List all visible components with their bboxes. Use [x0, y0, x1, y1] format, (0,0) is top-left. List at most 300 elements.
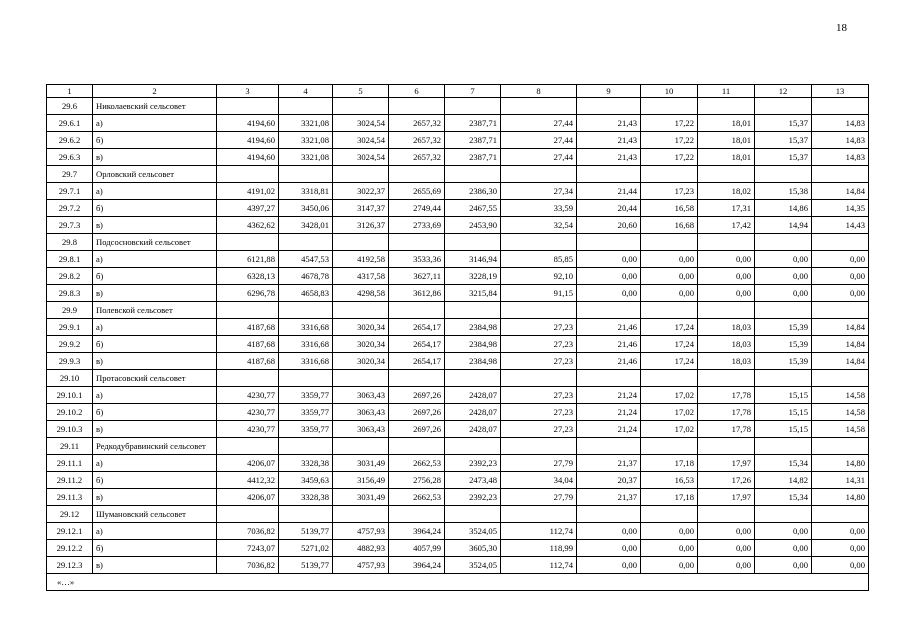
- value-cell: 18,02: [698, 183, 755, 200]
- value-cell: 4187,68: [217, 319, 279, 336]
- value-cell: 3020,34: [333, 319, 389, 336]
- value-cell: 18,03: [698, 353, 755, 370]
- row-id: 29.8.2: [47, 268, 93, 285]
- value-cell: 2733,69: [389, 217, 445, 234]
- value-cell: 2384,98: [445, 353, 501, 370]
- table-row: [47, 523, 869, 540]
- empty-cell: [641, 438, 698, 455]
- empty-cell: [698, 166, 755, 183]
- row-label: а): [93, 251, 217, 268]
- value-cell: 15,37: [755, 132, 812, 149]
- value-cell: 3328,38: [279, 455, 333, 472]
- value-cell: 27,34: [501, 183, 577, 200]
- header-cell: 9: [577, 85, 641, 98]
- row-label: а): [93, 387, 217, 404]
- value-cell: 0,00: [641, 540, 698, 557]
- row-id: 29.9.1: [47, 319, 93, 336]
- row-label: б): [93, 268, 217, 285]
- empty-cell: [217, 506, 279, 523]
- table-row: [47, 183, 869, 200]
- empty-cell: [279, 302, 333, 319]
- value-cell: 16,53: [641, 472, 698, 489]
- value-cell: 14,84: [812, 183, 869, 200]
- empty-cell: [279, 370, 333, 387]
- value-cell: 27,79: [501, 455, 577, 472]
- value-cell: 91,15: [501, 285, 577, 302]
- value-cell: 2657,32: [389, 132, 445, 149]
- table-row: [47, 217, 869, 234]
- value-cell: 4057,99: [389, 540, 445, 557]
- value-cell: 0,00: [577, 285, 641, 302]
- empty-cell: [501, 506, 577, 523]
- empty-cell: [445, 302, 501, 319]
- value-cell: 2384,98: [445, 319, 501, 336]
- value-cell: 3627,11: [389, 268, 445, 285]
- value-cell: 2387,71: [445, 132, 501, 149]
- value-cell: 15,34: [755, 455, 812, 472]
- value-cell: 3147,37: [333, 200, 389, 217]
- empty-cell: [501, 438, 577, 455]
- value-cell: 27,23: [501, 319, 577, 336]
- value-cell: 17,24: [641, 353, 698, 370]
- row-id: 29.12.2: [47, 540, 93, 557]
- empty-cell: [445, 98, 501, 115]
- value-cell: 2756,28: [389, 472, 445, 489]
- value-cell: 0,00: [641, 557, 698, 574]
- empty-cell: [217, 370, 279, 387]
- table-row: [47, 200, 869, 217]
- value-cell: 7036,82: [217, 557, 279, 574]
- value-cell: 17,42: [698, 217, 755, 234]
- value-cell: 21,46: [577, 353, 641, 370]
- section-id: 29.6: [47, 98, 93, 115]
- value-cell: 21,43: [577, 149, 641, 166]
- empty-cell: [755, 166, 812, 183]
- value-cell: 3450,06: [279, 200, 333, 217]
- row-id: 29.6.2: [47, 132, 93, 149]
- value-cell: 5139,77: [279, 557, 333, 574]
- value-cell: 3316,68: [279, 353, 333, 370]
- empty-cell: [217, 302, 279, 319]
- value-cell: 0,00: [577, 268, 641, 285]
- section-id: 29.12: [47, 506, 93, 523]
- value-cell: 27,23: [501, 336, 577, 353]
- value-cell: 3605,30: [445, 540, 501, 557]
- row-id: 29.11.2: [47, 472, 93, 489]
- empty-cell: [812, 438, 869, 455]
- value-cell: 0,00: [755, 251, 812, 268]
- value-cell: 3146,94: [445, 251, 501, 268]
- value-cell: 3533,36: [389, 251, 445, 268]
- section-id: 29.7: [47, 166, 93, 183]
- section-name: Орловский сельсовет: [93, 166, 217, 183]
- value-cell: 0,00: [641, 268, 698, 285]
- value-cell: 17,78: [698, 421, 755, 438]
- value-cell: 3031,49: [333, 455, 389, 472]
- empty-cell: [501, 302, 577, 319]
- section-name: Николаевский сельсовет: [93, 98, 217, 115]
- value-cell: 2654,17: [389, 336, 445, 353]
- empty-cell: [698, 234, 755, 251]
- empty-cell: [698, 98, 755, 115]
- empty-cell: [279, 166, 333, 183]
- table-row: [47, 132, 869, 149]
- value-cell: 15,15: [755, 421, 812, 438]
- value-cell: 6121,88: [217, 251, 279, 268]
- section-row: [47, 302, 869, 319]
- value-cell: 4230,77: [217, 404, 279, 421]
- value-cell: 2428,07: [445, 421, 501, 438]
- value-cell: 0,00: [641, 251, 698, 268]
- section-name: Подсосновский сельсовет: [93, 234, 217, 251]
- value-cell: 4206,07: [217, 489, 279, 506]
- value-cell: 3359,77: [279, 404, 333, 421]
- row-label: в): [93, 149, 217, 166]
- table-row: [47, 540, 869, 557]
- value-cell: 2657,32: [389, 149, 445, 166]
- value-cell: 14,84: [812, 336, 869, 353]
- empty-cell: [445, 438, 501, 455]
- value-cell: 2697,26: [389, 404, 445, 421]
- value-cell: 14,80: [812, 489, 869, 506]
- value-cell: 15,39: [755, 353, 812, 370]
- section-row: [47, 370, 869, 387]
- value-cell: 4362,62: [217, 217, 279, 234]
- empty-cell: [755, 98, 812, 115]
- value-cell: 0,00: [577, 557, 641, 574]
- empty-cell: [641, 98, 698, 115]
- value-cell: 0,00: [577, 523, 641, 540]
- value-cell: 27,23: [501, 353, 577, 370]
- table-row: [47, 336, 869, 353]
- value-cell: 17,02: [641, 404, 698, 421]
- value-cell: 3020,34: [333, 336, 389, 353]
- empty-cell: [445, 370, 501, 387]
- value-cell: 2749,44: [389, 200, 445, 217]
- value-cell: 3321,08: [279, 115, 333, 132]
- value-cell: 3156,49: [333, 472, 389, 489]
- value-cell: 14,83: [812, 115, 869, 132]
- value-cell: 4194,60: [217, 132, 279, 149]
- empty-cell: [279, 234, 333, 251]
- table-row: [47, 268, 869, 285]
- table-row: [47, 557, 869, 574]
- value-cell: 3318,81: [279, 183, 333, 200]
- value-cell: 0,00: [755, 523, 812, 540]
- value-cell: 0,00: [812, 251, 869, 268]
- value-cell: 21,37: [577, 455, 641, 472]
- value-cell: 15,15: [755, 387, 812, 404]
- row-id: 29.9.3: [47, 353, 93, 370]
- row-id: 29.7.2: [47, 200, 93, 217]
- value-cell: 0,00: [812, 523, 869, 540]
- row-label: б): [93, 404, 217, 421]
- value-cell: 0,00: [812, 557, 869, 574]
- value-cell: 27,44: [501, 132, 577, 149]
- value-cell: 4206,07: [217, 455, 279, 472]
- empty-cell: [333, 234, 389, 251]
- value-cell: 27,44: [501, 149, 577, 166]
- empty-cell: [389, 438, 445, 455]
- row-label: а): [93, 319, 217, 336]
- value-cell: 14,84: [812, 353, 869, 370]
- empty-cell: [445, 234, 501, 251]
- value-cell: 17,97: [698, 455, 755, 472]
- row-label: б): [93, 540, 217, 557]
- empty-cell: [217, 234, 279, 251]
- value-cell: 4187,68: [217, 353, 279, 370]
- empty-cell: [698, 506, 755, 523]
- value-cell: 3063,43: [333, 421, 389, 438]
- value-cell: 0,00: [812, 540, 869, 557]
- header-cell: 8: [501, 85, 577, 98]
- empty-cell: [445, 166, 501, 183]
- value-cell: 2655,69: [389, 183, 445, 200]
- empty-cell: [389, 98, 445, 115]
- value-cell: 4547,53: [279, 251, 333, 268]
- value-cell: 17,22: [641, 115, 698, 132]
- section-id: 29.10: [47, 370, 93, 387]
- row-label: а): [93, 455, 217, 472]
- row-label: б): [93, 472, 217, 489]
- value-cell: 14,58: [812, 404, 869, 421]
- value-cell: 5139,77: [279, 523, 333, 540]
- value-cell: 3612,86: [389, 285, 445, 302]
- header-cell: 10: [641, 85, 698, 98]
- value-cell: 5271,02: [279, 540, 333, 557]
- value-cell: 4397,27: [217, 200, 279, 217]
- value-cell: 4187,68: [217, 336, 279, 353]
- value-cell: 3022,37: [333, 183, 389, 200]
- value-cell: 21,24: [577, 404, 641, 421]
- value-cell: 14,94: [755, 217, 812, 234]
- value-cell: 14,83: [812, 149, 869, 166]
- value-cell: 0,00: [755, 540, 812, 557]
- value-cell: 4230,77: [217, 387, 279, 404]
- value-cell: 4191,02: [217, 183, 279, 200]
- row-label: а): [93, 115, 217, 132]
- value-cell: 3328,38: [279, 489, 333, 506]
- value-cell: 2662,53: [389, 455, 445, 472]
- value-cell: 17,22: [641, 132, 698, 149]
- value-cell: 0,00: [812, 285, 869, 302]
- value-cell: 3316,68: [279, 336, 333, 353]
- value-cell: 2654,17: [389, 353, 445, 370]
- value-cell: 3024,54: [333, 115, 389, 132]
- value-cell: 15,38: [755, 183, 812, 200]
- value-cell: 3316,68: [279, 319, 333, 336]
- value-cell: 4658,83: [279, 285, 333, 302]
- section-name: Полевской сельсовет: [93, 302, 217, 319]
- value-cell: 17,02: [641, 421, 698, 438]
- value-cell: 18,01: [698, 149, 755, 166]
- value-cell: 14,86: [755, 200, 812, 217]
- table-row: [47, 472, 869, 489]
- empty-cell: [812, 166, 869, 183]
- value-cell: 4678,78: [279, 268, 333, 285]
- row-id: 29.8.3: [47, 285, 93, 302]
- value-cell: 0,00: [641, 285, 698, 302]
- empty-cell: [501, 234, 577, 251]
- empty-cell: [333, 370, 389, 387]
- table-row: [47, 285, 869, 302]
- value-cell: 2392,23: [445, 455, 501, 472]
- value-cell: 17,18: [641, 489, 698, 506]
- value-cell: 0,00: [641, 523, 698, 540]
- value-cell: 17,78: [698, 404, 755, 421]
- value-cell: 3524,05: [445, 523, 501, 540]
- empty-cell: [641, 302, 698, 319]
- value-cell: 2387,71: [445, 115, 501, 132]
- value-cell: 17,18: [641, 455, 698, 472]
- empty-cell: [279, 506, 333, 523]
- value-cell: 3359,77: [279, 421, 333, 438]
- value-cell: 14,35: [812, 200, 869, 217]
- row-label: в): [93, 421, 217, 438]
- value-cell: 17,78: [698, 387, 755, 404]
- empty-cell: [755, 438, 812, 455]
- table-row: [47, 115, 869, 132]
- empty-cell: [217, 166, 279, 183]
- value-cell: 0,00: [698, 268, 755, 285]
- section-id: 29.8: [47, 234, 93, 251]
- value-cell: 0,00: [577, 540, 641, 557]
- row-id: 29.12.3: [47, 557, 93, 574]
- value-cell: 4194,60: [217, 149, 279, 166]
- value-cell: 3063,43: [333, 387, 389, 404]
- page-number: 18: [836, 22, 847, 34]
- value-cell: 3524,05: [445, 557, 501, 574]
- value-cell: 3964,24: [389, 523, 445, 540]
- header-cell: 2: [93, 85, 217, 98]
- header-cell: 3: [217, 85, 279, 98]
- value-cell: 14,83: [812, 132, 869, 149]
- empty-cell: [577, 166, 641, 183]
- value-cell: 34,04: [501, 472, 577, 489]
- empty-cell: [217, 438, 279, 455]
- value-cell: 2473,48: [445, 472, 501, 489]
- value-cell: 7036,82: [217, 523, 279, 540]
- row-label: в): [93, 217, 217, 234]
- row-label: б): [93, 132, 217, 149]
- value-cell: 3020,34: [333, 353, 389, 370]
- row-label: в): [93, 489, 217, 506]
- row-id: 29.6.1: [47, 115, 93, 132]
- value-cell: 92,10: [501, 268, 577, 285]
- value-cell: 4882,93: [333, 540, 389, 557]
- empty-cell: [755, 506, 812, 523]
- empty-cell: [279, 438, 333, 455]
- empty-cell: [698, 302, 755, 319]
- header-cell: 13: [812, 85, 869, 98]
- value-cell: 18,01: [698, 132, 755, 149]
- empty-cell: [333, 166, 389, 183]
- empty-cell: [641, 506, 698, 523]
- empty-cell: [577, 98, 641, 115]
- value-cell: 6328,13: [217, 268, 279, 285]
- value-cell: 118,99: [501, 540, 577, 557]
- value-cell: 4757,93: [333, 523, 389, 540]
- value-cell: 27,23: [501, 421, 577, 438]
- empty-cell: [333, 98, 389, 115]
- table-row: [47, 421, 869, 438]
- row-id: 29.9.2: [47, 336, 93, 353]
- row-id: 29.7.1: [47, 183, 93, 200]
- row-id: 29.8.1: [47, 251, 93, 268]
- row-label: а): [93, 183, 217, 200]
- value-cell: 15,37: [755, 115, 812, 132]
- empty-cell: [641, 166, 698, 183]
- empty-cell: [279, 98, 333, 115]
- empty-cell: [698, 438, 755, 455]
- row-label: б): [93, 336, 217, 353]
- value-cell: 4757,93: [333, 557, 389, 574]
- value-cell: 21,46: [577, 319, 641, 336]
- value-cell: 15,39: [755, 336, 812, 353]
- value-cell: 112,74: [501, 557, 577, 574]
- value-cell: 17,02: [641, 387, 698, 404]
- empty-cell: [389, 302, 445, 319]
- value-cell: 27,79: [501, 489, 577, 506]
- header-cell: 12: [755, 85, 812, 98]
- continuation-mark: «…»: [47, 574, 869, 591]
- value-cell: 6296,78: [217, 285, 279, 302]
- value-cell: 2697,26: [389, 421, 445, 438]
- value-cell: 2657,32: [389, 115, 445, 132]
- value-cell: 0,00: [755, 268, 812, 285]
- empty-cell: [812, 98, 869, 115]
- section-name: Шумановский сельсовет: [93, 506, 217, 523]
- value-cell: 2453,90: [445, 217, 501, 234]
- row-label: в): [93, 353, 217, 370]
- section-name: Редкодубравинский сельсовет: [93, 438, 217, 455]
- value-cell: 18,03: [698, 319, 755, 336]
- empty-cell: [812, 506, 869, 523]
- value-cell: 17,23: [641, 183, 698, 200]
- value-cell: 32,54: [501, 217, 577, 234]
- value-cell: 3459,63: [279, 472, 333, 489]
- row-label: в): [93, 285, 217, 302]
- value-cell: 14,84: [812, 319, 869, 336]
- data-table: [46, 84, 869, 591]
- section-id: 29.11: [47, 438, 93, 455]
- value-cell: 33,59: [501, 200, 577, 217]
- empty-cell: [577, 438, 641, 455]
- value-cell: 3063,43: [333, 404, 389, 421]
- row-label: в): [93, 557, 217, 574]
- value-cell: 2654,17: [389, 319, 445, 336]
- empty-cell: [577, 370, 641, 387]
- continuation-row: [47, 574, 869, 591]
- value-cell: 0,00: [755, 285, 812, 302]
- table-row: [47, 489, 869, 506]
- value-cell: 27,44: [501, 115, 577, 132]
- value-cell: 15,15: [755, 404, 812, 421]
- row-id: 29.7.3: [47, 217, 93, 234]
- table-row: [47, 149, 869, 166]
- value-cell: 0,00: [755, 557, 812, 574]
- value-cell: 2467,55: [445, 200, 501, 217]
- table-row: [47, 404, 869, 421]
- row-label: б): [93, 200, 217, 217]
- value-cell: 15,39: [755, 319, 812, 336]
- section-row: [47, 98, 869, 115]
- value-cell: 17,26: [698, 472, 755, 489]
- value-cell: 3321,08: [279, 149, 333, 166]
- empty-cell: [577, 302, 641, 319]
- value-cell: 3024,54: [333, 132, 389, 149]
- header-cell: 4: [279, 85, 333, 98]
